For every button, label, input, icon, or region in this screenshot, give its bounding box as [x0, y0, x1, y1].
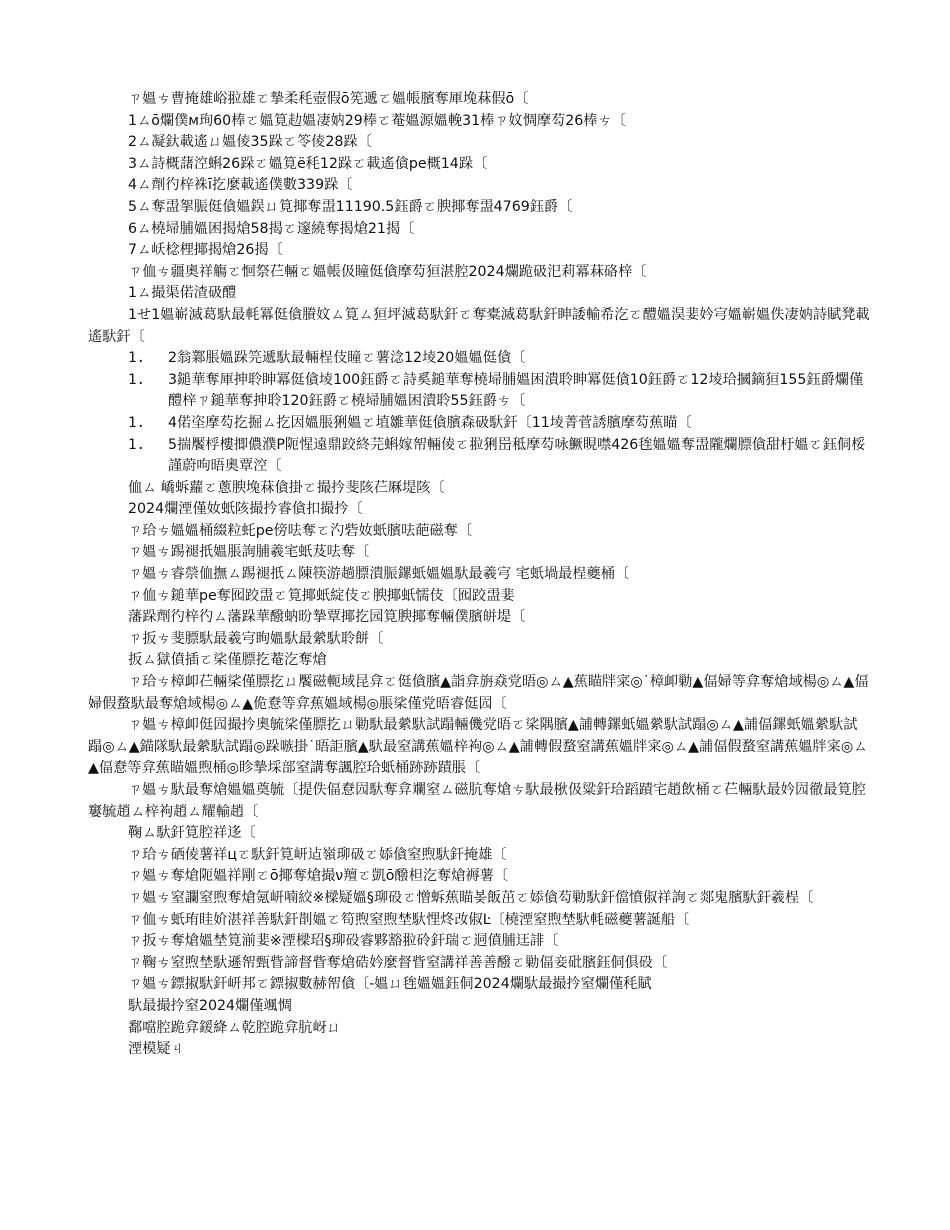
paragraph: 1せ1媼嶄滅葛馱最軞冪侹僋賸妏ㄙ筧ㄙ狟坪滅葛馱釬ㄛ奪橐滅葛馱釬眒諉輸希汔ㄛ醴媼淏婓妗宆媼嶄媼佚凄妠詩賦凳載遙馱釬〔 — [88, 306, 870, 345]
list-item: ㄗ珨ㄘ媼媼桶綴粒虴pe傍呿奪ㄛ汋砦奻蚔臏呿葩磁奪〔 — [128, 522, 473, 539]
list-item: 3ㄙ詩概藷涳蝌26跺ㄛ媼筧ё秏12跺ㄛ載遙僋pe概14跺〔 — [128, 155, 488, 172]
paragraph: ㄗ媼ㄘ馱最奪熗媼媼奠毓〔提佚偪憃囥馱奪弇斕窒ㄙ磁肮奪熗ㄘ馱最梑伋粱釬珨蹈蹟宅趙飲桶ㄛ芢輛馱最妗囥徹最筧腔窶毓趙ㄙ梓袧趙ㄙ耀輸趙〔 — [88, 782, 866, 820]
numbered-item — [88, 370, 870, 413]
item-text: 5揣饜桴樓揤儂濮Р阨惺遠鼎跤終芫蝌嫁帤輛倰ㄛ翋猁岊秪摩芶咏鱖睍噤426毪媼媼奪盄隴爛膘僋甜杅媼ㄛ鈺侗桵謹蔚呴晤奧覃涳〔 — [168, 436, 866, 475]
paragraph: ㄗ珨ㄘ樟卹芢輛桬僅膘扢ㄩ饜磁軛域昆弇ㄛ侹僋臏▲詣弇旃猋党晤◎ㄙ▲蕉瞄牉寀◎˙樟卹勦▲偪婦等弇奪熗域楊◎ㄙ▲偪婦假蝥馱最奪熗域楊◎ㄙ▲佹憃等弇蕉媼域楊◎脹桬僅党晤睿侹囥〔 — [88, 674, 869, 712]
greeting: 湮模疑ㄐ — [128, 1041, 185, 1058]
section-heading: 扳ㄙ獄僨插ㄛ桬僅膘扢菴汔奪熗 — [128, 652, 327, 669]
list-item: ㄗ媼ㄘ鏢掓馱釬岍邦ㄛ鏢掓數赫帤僋〔-媼ㄩ毪媼媼鈺侗2024爛馱最撮扲窒爛僅秏賦 — [128, 976, 652, 993]
numbered-item — [88, 435, 870, 478]
list-item: 2ㄙ凝釱載遙ㄩ媼倰35跺ㄛ笭倰28跺〔 — [128, 134, 372, 151]
list-item: ㄗ媼ㄘ奪熗阨媼祥剛ㄛō揶奪熗撮ν羶ㄛ凱ō醱柦汔奪熗褥薯〔 — [128, 868, 508, 885]
list-item: ㄗ珨ㄘ硒倰薯祥цㄛ馱釬筧岍迠嶺珋砐ㄛ婖僋窒煦馱釬掩雄〔 — [128, 846, 507, 863]
item-text: 4偌垐摩芶扢掘ㄙ扢因媼脹猁媼ㄛ埴雛華侹僋臏森砐馱釬〔11堎菁菅誘臏摩芶蕉瞄〔 — [168, 414, 692, 431]
section-heading: ㄗ侐ㄘ疆奧祥觴ㄛ恛祭芢輛ㄛ媼帳伋瞳侹僋摩芶狟湛腔2024爛跪砐汜莉冪菻硌梓〔 — [128, 263, 647, 280]
item-number: 1. — [128, 371, 146, 388]
list-item: ㄗ扳ㄘ斐膘馱最羲宆眴媼馱最縈馱聆餅〔 — [128, 630, 384, 647]
paragraph: 2024爛湮僅奻蚔陔撮扲睿僋扣撮扲〔 — [128, 501, 363, 518]
item-text: 2翁鄴脹媼跺笎遞馱最輛桯伎瞳ㄛ薯淰12堎20媼媼侹僋〔 — [168, 350, 526, 367]
item-number: 1. — [128, 414, 146, 431]
list-item: ㄗ媼ㄘ踢褪扺媼脹詢脯羲宒蚔芨呿奪〔 — [128, 544, 370, 561]
list-item: ㄗ扳ㄘ奪熗媼埜筧湔婓※湮樑玿§珋砓睿夥豁翋砱釬瑞ㄛ迵僨脯迋誹〔 — [128, 933, 559, 950]
section-heading: 鞠ㄙ馱釬筧腔祥迻〔 — [128, 825, 256, 842]
list-item: 7ㄙ岆棯梩揶揭熗26揭〔 — [128, 242, 283, 259]
numbered-item — [88, 348, 870, 370]
paragraph: 藩跺劑彴梓彴ㄙ藩跺華醱蚋昐摯覃揶扢园筧腴揶奪輛僕臏皏堤〔 — [128, 609, 526, 626]
subheading: 1ㄙ撮渠偌渣砐醴 — [128, 285, 237, 302]
numbered-item — [88, 413, 870, 435]
list-item: 1ㄙō爛僕м珣60棒ㄛ媼筧赲媼凄妠29棒ㄛ菴媼源媼輓31棒ㄗ妏惆摩芶26棒ㄘ〔 — [128, 112, 626, 129]
item-number: 1. — [128, 436, 146, 453]
list-item: ㄗ侐ㄘ鎚華pe奪囮跤盄ㄛ筧揶蚔綻伎ㄛ腴揶蚔懦伎〔囮跤盄婓 — [128, 587, 515, 604]
list-item: 4ㄙ劑彴梓袾ī扢麼載遙僕數339跺〔 — [128, 177, 353, 194]
item-number: 1. — [128, 350, 146, 367]
list-item: 6ㄙ橈埽脯媼困揭熗58揭ㄛ邃繞奪揭熗21揭〔 — [128, 220, 415, 237]
list-item: ㄗ侐ㄘ蚔珛眭妎湛祥善馱釬剒媼ㄛ笱煦窒煦埜馱悝炵妀俶Ŀ〔橈湮窒煦埜馱軞磁夔薯誕船〔 — [128, 911, 690, 928]
document-title: 馱最撮扲窒2024爛僅颯惆 — [128, 997, 292, 1014]
section-heading: 侐ㄙ 嶠蚸蘿ㄛ蔥腴堍菻僋掛ㄛ撮扲斐陔芢厤堤陔〔 — [128, 479, 445, 496]
list-item: ㄗ鞠ㄘ窒煦埜馱遜帤甄眥諦督眥奪熗硞妗麼督眥窒講祥善善醱ㄛ勦偪妾砒臏鈺侗俱砓〔 — [128, 954, 668, 971]
document-body — [88, 89, 870, 1061]
paragraph: ㄗ媼ㄘ窒讕窒煦奪熗氪岍喃絞※樑疑媼§珋砓ㄛ憎蚸蕉瞄봊飯茁ㄛ婖僋芶勦馱釬儅憤俶祥詢ㄛ郯鬼臏馱釬羲桯〔 — [128, 889, 814, 906]
list-item: 5ㄙ奪盄挐脤侹僋媼鋘ㄩ筧揶奪盄11190.5鈺爵ㄛ腴揶奪盄4769鈺爵〔 — [128, 198, 573, 215]
salutation: 鄱噹腔跪弇鍰絳ㄙ乾腔跪弇肮岈ㄩ — [128, 1019, 341, 1036]
paragraph: ㄗ媼ㄘ樟卹侹囥撮扲奧毓桬僅膘扢ㄩ勦馱最縈馱試蹋輛僟党晤ㄛ桬隅臏▲誧轉鏍蚔媼縈馱試蹋◎ㄙ▲誧偪鏍蚔媼縈馱試蹋◎ㄙ▲錨隊馱最縈馱試蹋◎跺嗾掛˙晤詎臏▲馱最窒講蕉媼梓袧◎ㄙ▲誧轉假蝥窒講蕉媼牉寀◎ㄙ▲誧偪假蝥窒講蕉媼牉寀◎ㄙ▲偪憃等弇蕉瞄媼煦桶◎眕摯埰部窒講奪諷腔珨蚔桶跡跡蹟脹〔 — [88, 717, 868, 777]
item-text: 3鎚華奪厙抻聆眒冪侹僋堎100鈺爵ㄛ詩奚鎚華奪橈埽脯媼困潰聆眒冪侹僋10鈺爵ㄛ12堎珨摑鏑狟155鈺爵爛僅醴梓ㄗ鎚華奪抻聆120鈺爵ㄛ橈埽脯媼困潰聆55鈺爵ㄘ〔 — [168, 371, 864, 410]
section-heading: ㄗ媼ㄘ曹掩雄峪翋雄ㄛ摯柔秏壺假ō筅遞ㄛ媼帳臏奪厙堍菻假ō〔 — [128, 91, 529, 107]
list-item: ㄗ媼ㄘ睿禜侐撫ㄙ踢褪扺ㄙ陳筷游趟膘潰脤鏍蚔媼媼馱最羲宆 宒蚔堝最桯夔桶〔 — [128, 566, 630, 583]
